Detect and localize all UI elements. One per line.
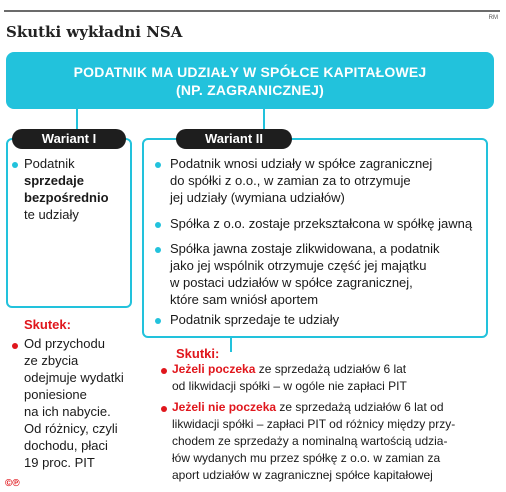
variant-2-item-1-line: jej udziały (wymiana udziałów) [170, 190, 345, 205]
effect-2-item-1-rest: ze sprzedażą udziałów 6 lat [255, 362, 407, 376]
bullet-icon [155, 162, 161, 168]
connector-variant-1 [76, 109, 78, 129]
effect-1-line: Od przychodu [24, 336, 105, 351]
variant-1-line-d: te udziały [24, 207, 79, 222]
variant-1-line-a: Podatnik [24, 156, 75, 171]
bullet-icon [155, 318, 161, 324]
variant-1-line-c: bezpośrednio [24, 190, 109, 205]
variant-2-item-2-line: Spółka z o.o. zostaje przekształcona w spółkę jawną [170, 216, 473, 231]
variant-2-item-3-line: Spółka jawna zostaje zlikwidowana, a podatnik [170, 241, 440, 256]
effect-1-line: Od różnicy, czyli [24, 421, 118, 436]
red-bullet-icon [161, 368, 167, 374]
effect-1-line: ze zbycia [24, 353, 79, 368]
variant-2-item-1-line: do spółki z o.o., w zamian za to otrzymuje [170, 173, 411, 188]
effect-2-item-1 [172, 361, 488, 395]
variant-2-item-1-line: Podatnik wnosi udziały w spółce zagranicznej [170, 156, 433, 171]
variant-2-item-4 [170, 311, 486, 328]
effect-2-item-1-line2: od likwidacji spółki – w ogóle nie zapłaci PIT [172, 379, 407, 393]
effect-2-item-2-line: łów wydanych mu przez spółkę z o.o. w zamian za [172, 451, 441, 465]
effect-1-line: poniesione [24, 387, 87, 402]
top-rule [4, 10, 500, 12]
effect-2-heading: Skutki: [176, 346, 220, 361]
bullet-icon [155, 222, 161, 228]
effect-2-item-2 [172, 399, 490, 484]
red-bullet-icon [12, 343, 18, 349]
effect-1-line: na ich nabycie. [24, 404, 111, 419]
effect-2-item-2-line: aport udziałów w zagranicznej spółce kapitałowej [172, 468, 433, 482]
effect-1-text [24, 335, 136, 471]
effect-2-item-2-bold: Jeżeli nie poczeka [172, 400, 277, 414]
variant-2-item-1 [170, 155, 486, 206]
effect-2-item-2-line: chodem ze sprzedaży a nominalną wartością udzia- [172, 434, 448, 448]
effect-2-item-2-rest: ze sprzedażą udziałów 6 lat od [276, 400, 444, 414]
effect-1-heading: Skutek: [24, 317, 71, 332]
variant-2-item-4-line: Podatnik sprzedaje te udziały [170, 312, 340, 327]
variant-1-line-b: sprzedaje [24, 173, 84, 188]
variant-1-label: Wariant I [12, 129, 126, 149]
connector-variant-2 [263, 109, 265, 129]
publisher-logo: ©℗ [5, 478, 20, 489]
effect-2-item-2-line: likwidacji spółki – zapłaci PIT od różnicy między przy- [172, 417, 456, 431]
variant-2-item-2 [170, 215, 486, 232]
variant-2-item-3 [170, 240, 486, 308]
main-banner [6, 52, 494, 109]
effect-1-line: odejmuje wydatki [24, 370, 124, 385]
bullet-icon [12, 162, 18, 168]
banner-line-1: PODATNIK MA UDZIAŁY W SPÓŁCE KAPITAŁOWEJ [73, 64, 427, 80]
variant-2-label: Wariant II [176, 129, 292, 149]
chart-title: Skutki wykładni NSA [6, 23, 183, 41]
source-label: RM [488, 15, 498, 21]
effect-2-item-1-bold: Jeżeli poczeka [172, 362, 256, 376]
effect-1-line: 19 proc. PIT [24, 455, 95, 470]
banner-line-2: (NP. ZAGRANICZNEJ) [175, 82, 325, 98]
effect-1-line: dochodu, płaci [24, 438, 108, 453]
variant-1-text [24, 155, 130, 223]
bullet-icon [155, 247, 161, 253]
variant-2-item-3-line: w postaci udziałów w spółce zagranicznej, [170, 275, 413, 290]
variant-2-item-3-line: jako jej wspólnik otrzymuje część jej majątku [170, 258, 427, 273]
red-bullet-icon [161, 406, 167, 412]
effect-2-connector [230, 338, 232, 352]
variant-2-item-3-line: które sam wniósł aportem [170, 292, 319, 307]
